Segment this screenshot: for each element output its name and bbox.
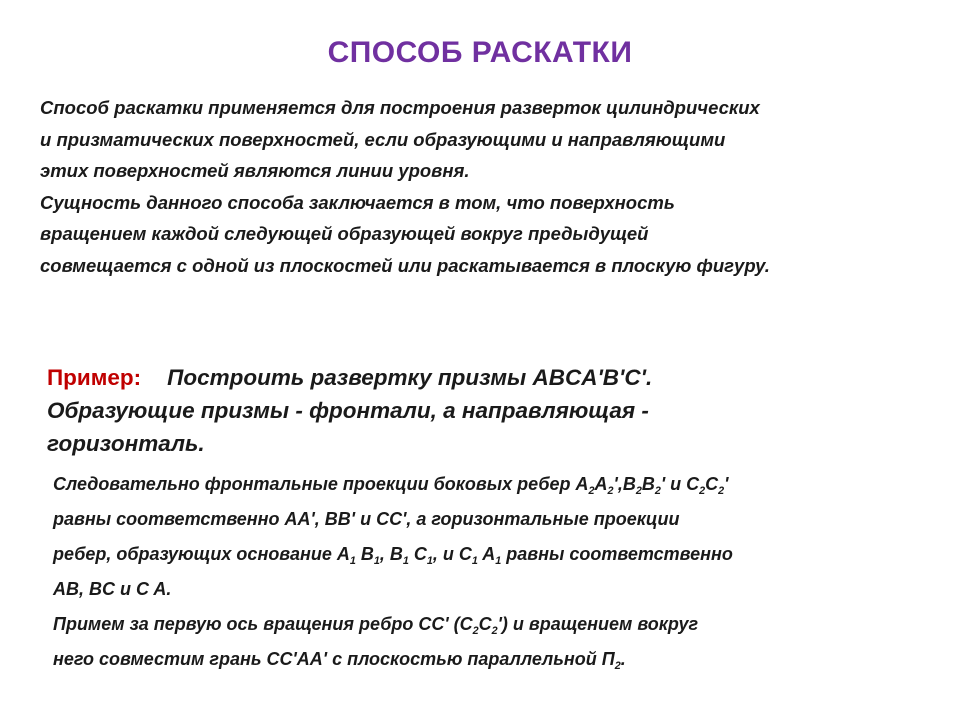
- subscript: 1: [349, 554, 356, 567]
- text-run: B: [641, 474, 655, 494]
- text-run: Следовательно фронтальные проекции боковых ребер: [53, 474, 576, 494]
- text-run: C: [408, 544, 427, 564]
- subscript: 2: [718, 484, 725, 497]
- subscript: 1: [426, 554, 433, 567]
- text-run: , и C: [432, 544, 472, 564]
- subscript: 2: [491, 624, 498, 637]
- subscript: 2: [654, 484, 661, 497]
- explanation-line: [53, 607, 933, 642]
- example-line: Образующие призмы - фронтали, а направляющая -: [47, 398, 649, 423]
- subscript: 1: [402, 554, 409, 567]
- subscript: 2: [588, 484, 595, 497]
- text-run: C: [705, 474, 719, 494]
- intro-paragraph: [40, 92, 945, 281]
- text-run: B: [355, 544, 374, 564]
- subscript: 2: [607, 484, 614, 497]
- text-run: ': [724, 474, 729, 494]
- subscript: 2: [699, 484, 706, 497]
- explanation-paragraph: [53, 467, 933, 677]
- intro-line: совмещается с одной из плоскостей или раскатывается в плоскую фигуру.: [40, 254, 770, 276]
- page-title: СПОСОБ РАСКАТКИ: [327, 36, 633, 69]
- intro-line: вращением каждой следующей образующей вокруг предыдущей: [40, 223, 649, 244]
- text-run: ',B: [613, 474, 636, 494]
- intro-line: Сущность данного способа заключается в том, что поверхность: [40, 191, 675, 213]
- example-line: [47, 361, 907, 394]
- subscript: 2: [472, 624, 479, 637]
- intro-line: этих поверхностей являются линии уровня.: [40, 160, 470, 181]
- example-line: горизонталь.: [47, 431, 205, 456]
- subscript: 1: [471, 554, 478, 567]
- subscript: 1: [495, 554, 502, 567]
- text-run: , B: [379, 544, 403, 564]
- example-label: Пример:: [47, 365, 142, 390]
- subscript: 2: [614, 659, 621, 672]
- explanation-line: равны соответственно AA', BB' и CC', а горизонтальные проекции: [53, 509, 680, 529]
- text-run: A: [594, 474, 608, 494]
- text-run: C: [478, 614, 492, 634]
- example-block: [47, 361, 907, 460]
- example-task: Построить развертку призмы ABCA'B'C'.: [167, 365, 653, 390]
- text-run: .: [620, 649, 626, 669]
- text-run: ' и C: [660, 474, 700, 494]
- text-run: ребер, образующих основание A: [53, 544, 350, 564]
- text-run: A: [575, 474, 589, 494]
- intro-line: и призматических поверхностей, если образующими и направляющими: [40, 128, 726, 150]
- explanation-line: [53, 537, 933, 572]
- intro-line: Способ раскатки применяется для построения разверток цилиндрических: [40, 97, 760, 118]
- explanation-line: [53, 642, 933, 677]
- explanation-line: [53, 467, 933, 502]
- text-run: Примем за первую ось вращения ребро CC' (C: [53, 614, 473, 634]
- subscript: 2: [635, 484, 642, 497]
- text-run: ') и вращением вокруг: [497, 614, 699, 634]
- text-run: равны соответственно: [501, 544, 733, 564]
- text-run: него совместим грань CC'AA' с плоскостью параллельной П: [53, 649, 615, 669]
- subscript: 1: [373, 554, 380, 567]
- explanation-line: AB, BC и C A.: [53, 579, 172, 599]
- text-run: A: [477, 544, 496, 564]
